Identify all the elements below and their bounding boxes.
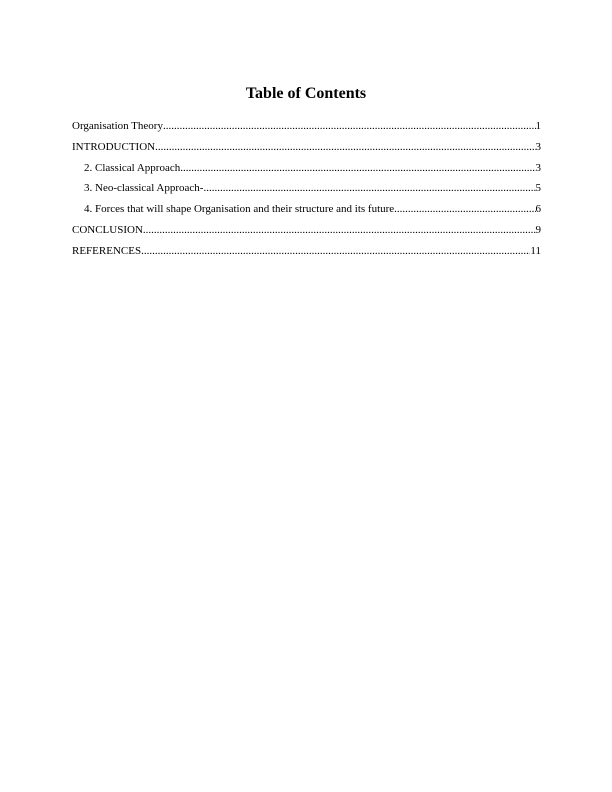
toc-entry-page: 3 — [535, 140, 541, 153]
dot-leader — [143, 220, 536, 241]
toc-entry-page: 6 — [535, 203, 541, 216]
toc-entry-label: 2. Classical Approach — [84, 161, 181, 174]
toc-entry-label: 4. Forces that will shape Organisation and their structure and its future — [84, 203, 395, 216]
toc-entry-label: INTRODUCTION — [72, 140, 156, 153]
dot-leader — [163, 116, 536, 137]
toc-entry-references[interactable] — [72, 241, 541, 262]
toc-entry-page: 3 — [535, 161, 541, 174]
toc-entry-page: 5 — [535, 182, 541, 195]
toc-entry-introduction[interactable] — [72, 137, 541, 158]
toc-entry-label: Organisation Theory — [72, 120, 163, 132]
dot-leader — [203, 178, 535, 199]
toc-list — [72, 116, 541, 262]
toc-title: Table of Contents — [245, 85, 367, 102]
toc-entry-label: REFERENCES — [72, 244, 142, 257]
toc-entry-page: 9 — [535, 223, 541, 236]
dot-leader — [141, 241, 530, 262]
toc-entry-page: 11 — [530, 244, 541, 257]
toc-entry-conclusion[interactable] — [72, 220, 541, 241]
toc-entry-label: CONCLUSION — [72, 223, 143, 236]
dot-leader — [155, 137, 535, 158]
toc-entry-organisation-theory[interactable] — [72, 116, 541, 137]
dot-leader — [394, 199, 535, 220]
toc-entry-classical-approach[interactable] — [72, 158, 541, 179]
toc-entry-label: 3. Neo-classical Approach- — [84, 182, 204, 195]
dot-leader — [180, 158, 535, 179]
toc-entry-page: 1 — [535, 120, 541, 132]
toc-entry-neo-classical-approach[interactable] — [72, 178, 541, 199]
toc-entry-forces[interactable] — [72, 199, 541, 220]
